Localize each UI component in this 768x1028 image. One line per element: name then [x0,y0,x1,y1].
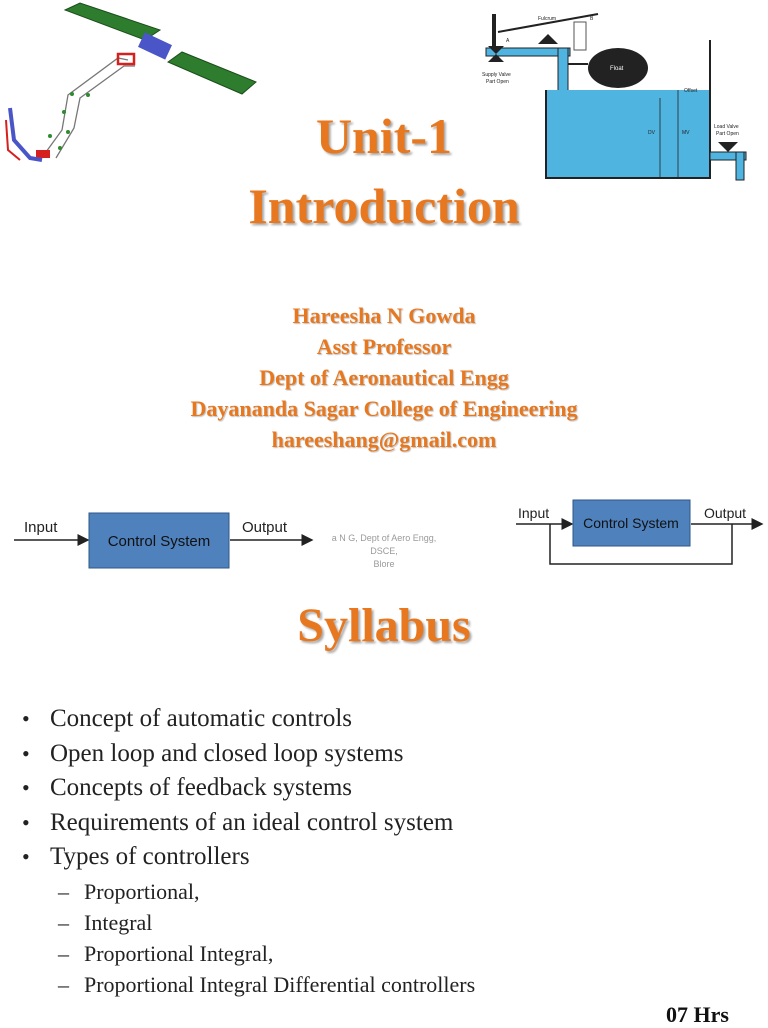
open-loop-diagram [0,506,320,570]
list-item [58,938,475,969]
closed-loop-output-label: Output [704,505,747,521]
topic-text: Concept of automatic controls [50,705,353,732]
syllabus-slide [0,584,768,1027]
closed-loop-diagram [510,496,768,570]
author-name: Hareesha N Gowda [292,303,476,328]
bullet-icon: • [22,775,30,800]
dash-icon: – [58,941,69,966]
list-item [58,907,475,938]
fulcrum-triangle [538,34,558,44]
list-item [58,969,475,1000]
syllabus-topic-list [20,702,740,875]
bullet-icon: • [22,844,30,869]
float-label: Float [610,66,624,72]
closed-loop-input-label: Input [518,505,550,521]
list-item [20,737,740,772]
bullet-icon: • [22,706,30,731]
controller-types-list [58,876,475,1000]
sub-topic-text: Proportional Integral, [84,941,274,966]
load-valve-label-2: Part Open [716,131,739,137]
author-watermark [318,532,450,571]
author-block [0,300,768,455]
supply-valve-label-2: Part Open [486,79,509,85]
satellite-body [138,32,172,59]
introduction-title: Introduction [248,178,520,234]
open-loop-block-label: Control System [107,533,211,550]
list-item [20,806,740,841]
syllabus-title: Syllabus [297,599,471,652]
watermark-line-1: a N G, Dept of Aero Engg, DSCE, [331,533,437,556]
dash-icon: – [58,879,69,904]
list-item [58,876,475,907]
valve-stem [492,14,496,46]
list-item [20,702,740,737]
load-valve-label-1: Load Valve [714,124,739,130]
bullet-icon: • [22,809,30,835]
open-loop-input-label: Input [24,519,58,536]
topic-text: Types of controllers [50,843,250,870]
closed-loop-block-label: Control System [583,515,679,531]
author-department: Dept of Aeronautical Engg [259,365,509,390]
topic-text: Open loop and closed loop systems [50,739,404,767]
solar-panel-right [168,52,256,94]
topic-text: Concepts of feedback systems [50,774,353,801]
topic-text: Requirements of an ideal control system [50,808,454,836]
list-item [20,840,740,875]
open-loop-output-label: Output [242,519,288,536]
b-label: B [590,16,594,22]
hours-label: 07 Hrs [666,1002,729,1027]
offset-label: Offset [684,88,698,94]
unit-title: Unit-1 [315,108,453,164]
dash-icon: – [58,972,69,997]
dv-label: DV [648,130,655,136]
author-designation: Asst Professor [316,334,452,359]
scale-b [574,22,586,50]
list-item [20,771,740,806]
mv-label: MV [682,130,690,136]
sub-topic-text: Proportional Integral Differential controllers [84,972,476,997]
a-label: A [506,38,510,44]
dash-icon: – [58,910,69,935]
supply-valve-label-1: Supply Valve [482,72,511,78]
fulcrum-label: Fulcrum [538,16,557,22]
sub-topic-text: Integral [84,910,153,935]
inflow-pipe [558,48,568,96]
author-email: hareeshang@gmail.com [271,427,497,452]
bullet-icon: • [22,740,30,766]
sub-topic-text: Proportional, [84,879,200,904]
watermark-line-2: Blore [373,559,395,569]
author-institution: Dayananda Sagar College of Engineering [190,396,578,421]
